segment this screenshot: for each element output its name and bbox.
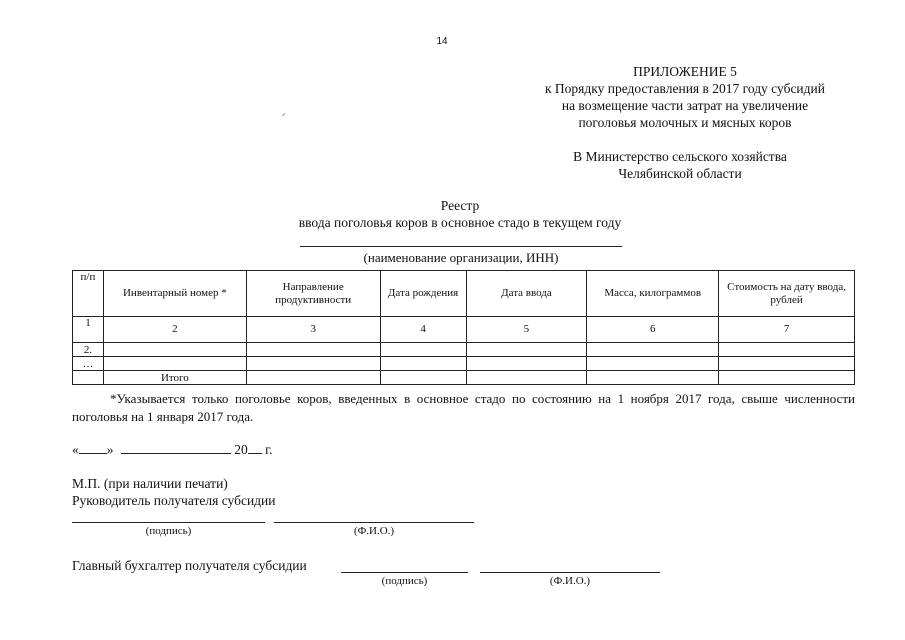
footnote (72, 390, 855, 426)
page-number: 14 (436, 36, 448, 47)
row-number-cell: 2. (73, 343, 104, 357)
accountant-label: Главный бухгалтер получателя субсидии (72, 558, 307, 573)
appendix-line: к Порядку предоставления в 2017 году субсидий (545, 81, 825, 96)
number-cell: 5 (466, 317, 587, 343)
appendix-title: ПРИЛОЖЕНИЕ 5 (633, 64, 737, 79)
header-cell: Масса, килограммов (587, 271, 719, 317)
table-cell (380, 357, 466, 371)
register-heading (240, 197, 680, 231)
table-cell (587, 371, 719, 385)
accountant-name-caption: (Ф.И.О.) (549, 575, 591, 587)
table-cell (103, 343, 246, 357)
number-cell: 2 (103, 317, 246, 343)
number-cell: 6 (587, 317, 719, 343)
head-label: Руководитель получателя субсидии (72, 493, 276, 508)
number-cell: 1 (73, 317, 104, 343)
header-cell: Стоимость на дату ввода, рублей (719, 271, 855, 317)
table-cell (587, 343, 719, 357)
number-cell: 4 (380, 317, 466, 343)
table-cell (466, 343, 587, 357)
table-header-row (73, 271, 855, 317)
table-row (73, 357, 855, 371)
table-cell (719, 371, 855, 385)
table-total-row (73, 371, 855, 385)
table-cell (103, 357, 246, 371)
register-title: Реестр (440, 198, 480, 213)
head-name-line (274, 522, 474, 523)
register-subtitle: ввода поголовья коров в основное стадо в текущем году (298, 215, 622, 230)
header-cell: п/п (73, 271, 104, 317)
table-cell (719, 343, 855, 357)
header-cell: Дата ввода (466, 271, 587, 317)
table-cell (466, 371, 587, 385)
table-cell (246, 371, 380, 385)
table-cell (246, 357, 380, 371)
year-blank (248, 440, 262, 454)
table-cell (587, 357, 719, 371)
day-blank (79, 440, 107, 454)
accountant-signature-line (341, 572, 468, 573)
registry-table (72, 270, 855, 385)
open-quote: « (72, 442, 79, 457)
organization-name-line (300, 246, 622, 247)
number-cell: 7 (719, 317, 855, 343)
footnote-text: *Указывается только поголовье коров, введенных в основное стадо по состоянию на 1 ноября 2017 года, свыше численности поголовья на 1 января 2017 года. (72, 391, 855, 424)
head-signature-line (72, 522, 265, 523)
table-row (73, 343, 855, 357)
appendix-line: поголовья молочных и мясных коров (578, 115, 792, 130)
appendix-block (500, 63, 870, 131)
header-cell: Инвентарный номер * (103, 271, 246, 317)
table-cell (380, 343, 466, 357)
accountant-name-line (480, 572, 660, 573)
recipient-line-2: Челябинской области (618, 166, 742, 181)
row-number-cell: … (73, 357, 104, 371)
table-number-row (73, 317, 855, 343)
recipient-line-1: В Министерство сельского хозяйства (573, 149, 787, 164)
header-cell: Направление продуктивности (246, 271, 380, 317)
head-name-caption: (Ф.И.О.) (353, 525, 395, 537)
head-signature-caption: (подпись) (145, 525, 192, 537)
accountant-signature-caption: (подпись) (381, 575, 428, 587)
stamp-label: М.П. (при наличии печати) (72, 476, 228, 491)
year-suffix: г. (265, 442, 273, 457)
year-prefix: 20 (234, 442, 248, 457)
month-blank (121, 440, 231, 454)
header-cell: Дата рождения (380, 271, 466, 317)
table-cell (380, 371, 466, 385)
table-cell (246, 343, 380, 357)
close-quote: » (106, 442, 114, 457)
table-cell (73, 371, 104, 385)
number-cell: 3 (246, 317, 380, 343)
date-line (72, 440, 273, 458)
scan-mark (282, 113, 286, 117)
table-cell (466, 357, 587, 371)
table-cell (719, 357, 855, 371)
organization-caption: (наименование организации, ИНН) (363, 250, 559, 265)
appendix-line: на возмещение части затрат на увеличение (561, 98, 809, 113)
total-label: Итого (103, 371, 246, 385)
recipient-block (530, 148, 830, 182)
